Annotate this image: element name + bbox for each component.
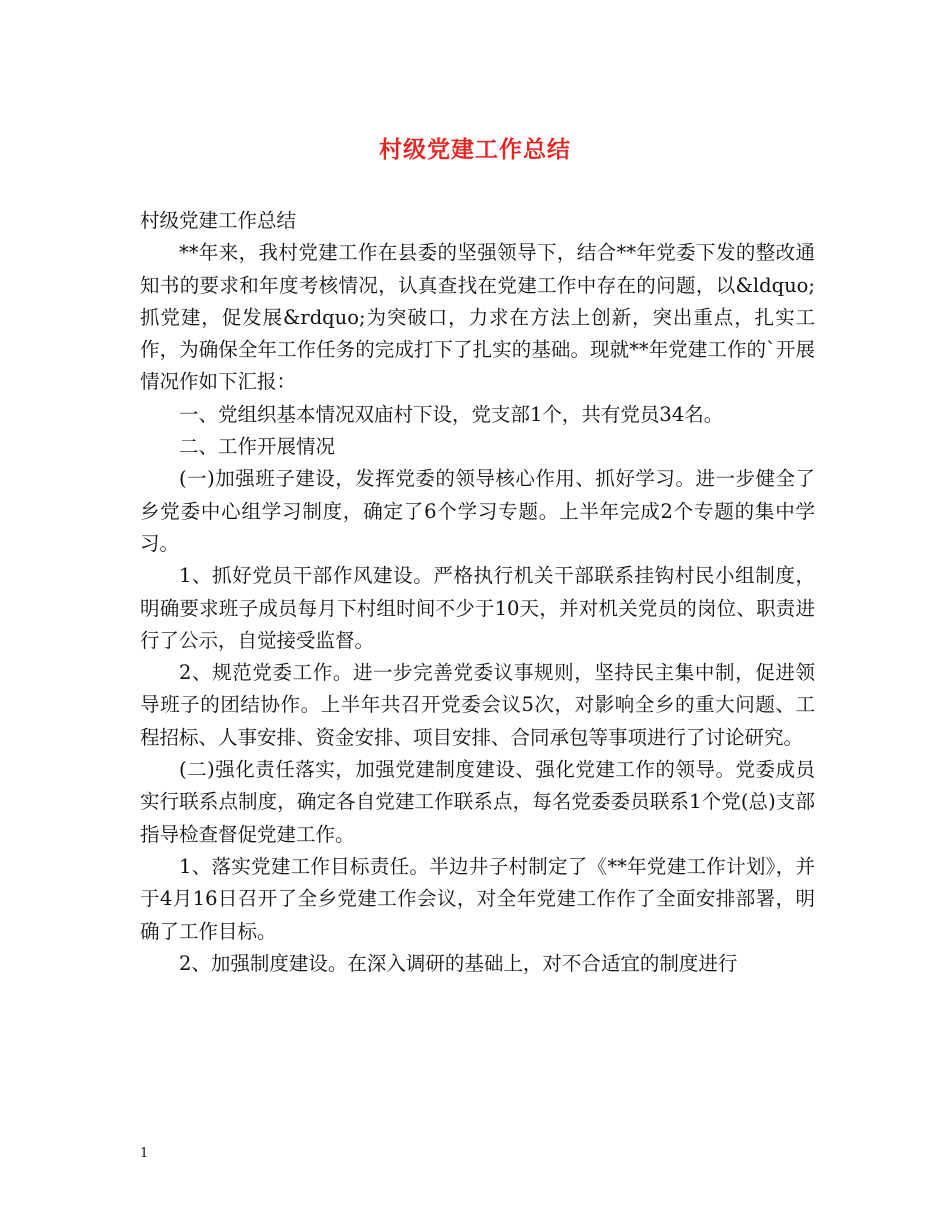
paragraph: 一、党组织基本情况双庙村下设，党支部1个，共有党员34名。: [179, 402, 724, 426]
paragraph: (二)强化责任落实，加强党建制度建设、强化党建工作的领导。党委成员实行联系点制度，确定各自党建工作联系点，每名党委委员联系1个党(总)支部指导检查督促党建工作。: [140, 758, 815, 846]
document-title: 村级党建工作总结: [379, 136, 571, 163]
document-body: [140, 205, 815, 980]
paragraph: **年来，我村党建工作在县委的坚强领导下，结合**年党委下发的整改通知书的要求和年度考核情况，认真查找在党建工作中存在的问题，以&ldquo;抓党建，促发展&rdquo;为突破口，力求在方法上创新，突出重点，扎实工作，为确保全年工作任务的完成打下了扎实的基础。现就**年党建工作的`开展情况作如下汇报：: [140, 241, 815, 394]
paragraph: 二、工作开展情况: [179, 435, 336, 459]
page-number: 1: [140, 1146, 149, 1161]
paragraph: 2、规范党委工作。进一步完善党委议事规则，坚持民主集中制，促进领导班子的团结协作。上半年共召开党委会议5次，对影响全乡的重大问题、工程招标、人事安排、资金安排、项目安排、合同承包等事项进行了讨论研究。: [140, 661, 815, 749]
paragraph: 1、抓好党员干部作风建设。严格执行机关干部联系挂钩村民小组制度，明确要求班子成员每月下村组时间不少于10天，并对机关党员的岗位、职责进行了公示，自觉接受监督。: [140, 564, 815, 652]
paragraph: (一)加强班子建设，发挥党委的领导核心作用、抓好学习。进一步健全了乡党委中心组学习制度，确定了6个学习专题。上半年完成2个专题的集中学习。: [140, 467, 815, 555]
paragraph: 2、加强制度建设。在深入调研的基础上，对不合适宜的制度进行: [179, 951, 738, 975]
document-subtitle: 村级党建工作总结: [140, 209, 297, 232]
paragraph: 1、落实党建工作目标责任。半边井子村制定了《**年党建工作计划》，并于4月16日召开了全乡党建工作会议，对全年党建工作作了全面安排部署，明确了工作目标。: [140, 854, 815, 943]
